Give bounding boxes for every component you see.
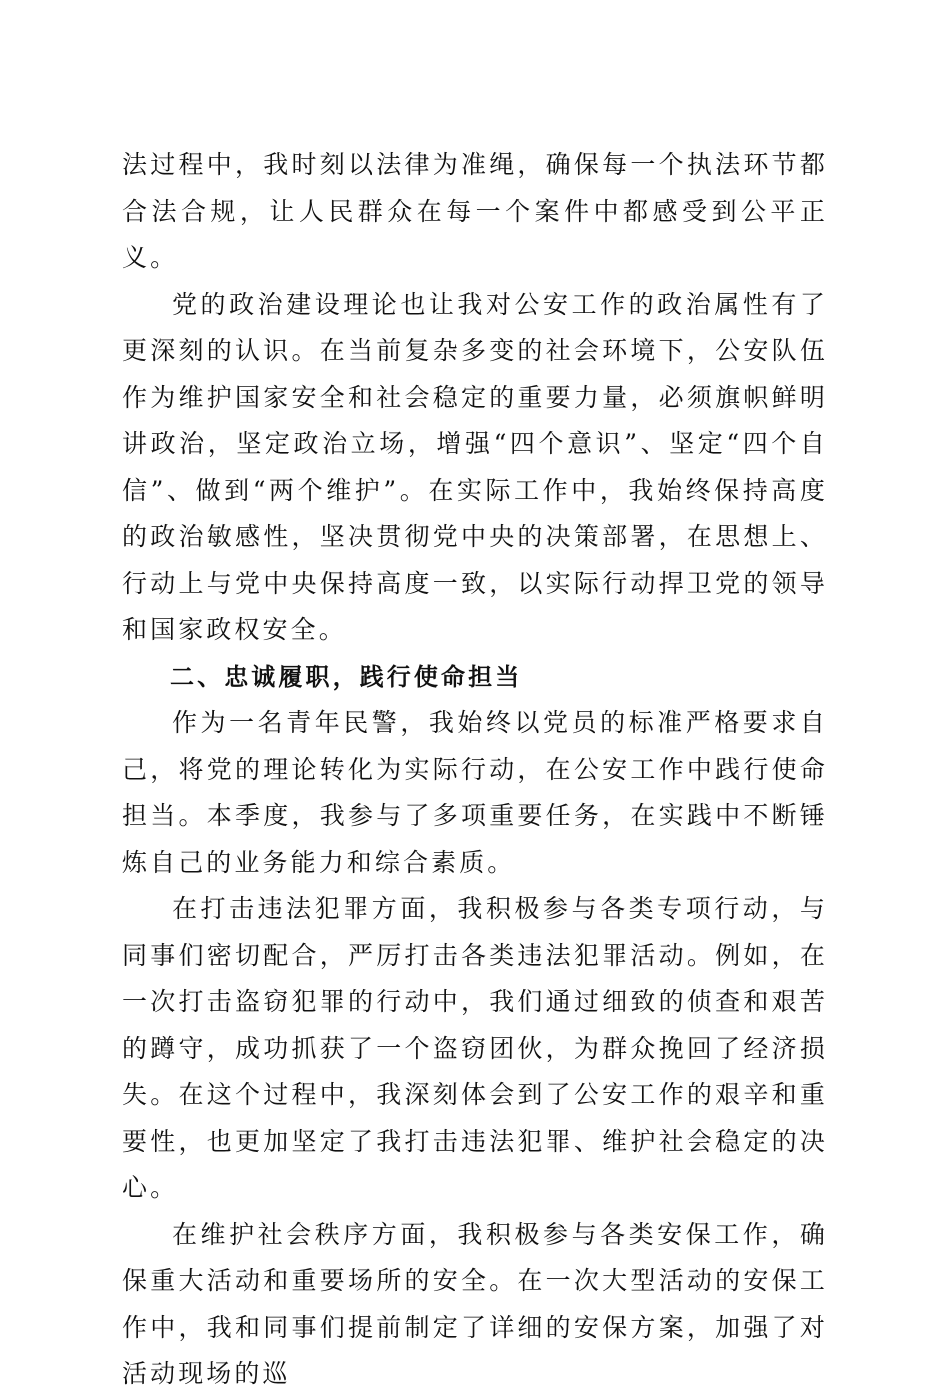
section-heading: 二、忠诚履职，践行使命担当 [170, 662, 523, 691]
paragraph-social-order: 在维护社会秩序方面，我积极参与各类安保工作，确保重大活动和重要场所的安全。在一次大型活动的安保工作中，我和同事们提前制定了详细的安保方案，加强了对活动现场的巡 [122, 1219, 828, 1388]
paragraph-political-construction: 党的政治建设理论也让我对公安工作的政治属性有了更深刻的认识。在当前复杂多变的社会环境下，公安队伍作为维护国家安全和社会稳定的重要力量，必须旗帜鲜明讲政治，坚定政治立场，增强“四个意识”、坚定“四个自信”、做到“两个维护”。在实际工作中，我始终保持高度的政治敏感性，坚决贯彻党中央的决策部署，在思想上、行动上与党中央保持高度一致，以实际行动捍卫党的领导和国家政权安全。 [122, 289, 828, 644]
paragraph-crime-fighting: 在打击违法犯罪方面，我积极参与各类专项行动，与同事们密切配合，严厉打击各类违法犯罪活动。例如，在一次打击盗窃犯罪的行动中，我们通过细致的侦查和艰苦的蹲守，成功抓获了一个盗窃团伙，为群众挽回了经济损失。在这个过程中，我深刻体会到了公安工作的艰辛和重要性，也更加坚定了我打击违法犯罪、维护社会稳定的决心。 [122, 894, 828, 1202]
document-page [122, 142, 828, 1398]
paragraph-continuation: 法过程中，我时刻以法律为准绳，确保每一个执法环节都合法合规，让人民群众在每一个案件中都感受到公平正义。 [122, 150, 828, 272]
paragraph-young-police: 作为一名青年民警，我始终以党员的标准严格要求自己，将党的理论转化为实际行动，在公安工作中践行使命担当。本季度，我参与了多项重要任务，在实践中不断锤炼自己的业务能力和综合素质。 [122, 708, 828, 877]
